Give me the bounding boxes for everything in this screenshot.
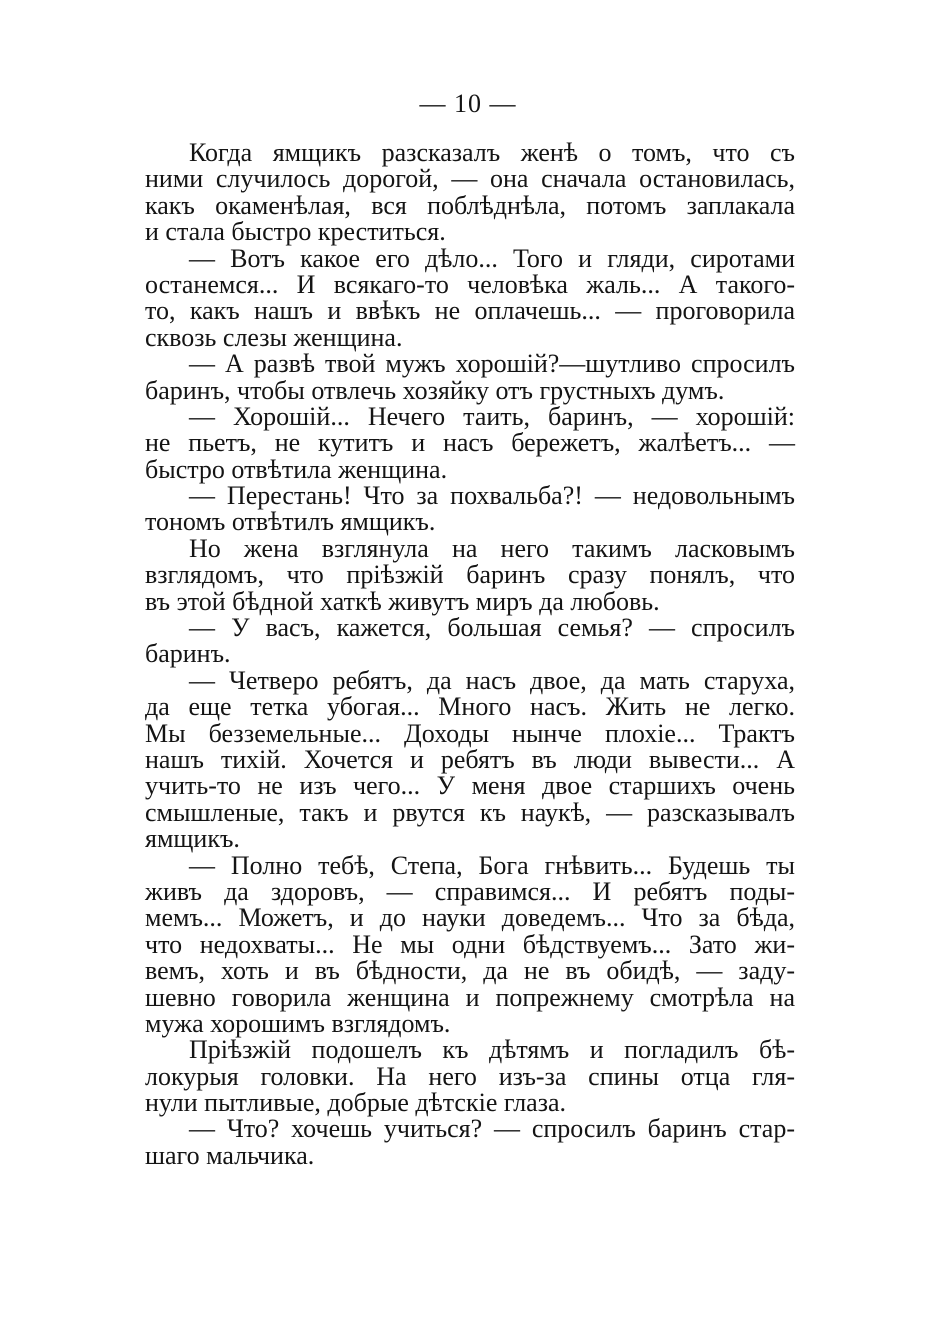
text-line: — Хорошій... Нечего таить, баринъ, — хорошій:	[189, 401, 795, 431]
text-line: Но жена взглянула на него такимъ ласковымъ	[189, 533, 795, 563]
text-line: баринъ, чтобы отвлечь хозяйку отъ грустныхъ думъ.	[145, 375, 725, 405]
text-line: — Четверо ребятъ, да насъ двое, да мать старуха,	[189, 665, 795, 695]
text-line: — У васъ, кажется, большая семья? — спросилъ	[189, 613, 795, 643]
text-line: что недохваты... Не мы одни бѣдствуемъ... Зато жи-	[145, 929, 795, 959]
text-line: то, какъ нашъ и ввѣкъ не оплачешь... — проговорила	[145, 296, 795, 326]
paragraph	[145, 243, 795, 352]
text-line: тономъ отвѣтилъ ямщикъ.	[145, 507, 436, 537]
paragraph	[145, 533, 795, 616]
text-line: Когда ямщикъ разсказалъ женѣ о томъ, что съ	[189, 138, 795, 167]
text-line: ямщикъ.	[145, 824, 240, 854]
text-line: какъ окаменѣлая, вся поблѣднѣла, потомъ заплакала	[145, 190, 795, 220]
text-line: и стала быстро креститься.	[145, 217, 446, 247]
text-line: Пріѣзжій подошелъ къ дѣтямъ и погладилъ бѣ-	[189, 1035, 795, 1065]
paragraph	[145, 1116, 795, 1169]
text-line: смышленые, такъ и рвутся къ наукѣ, — разсказывалъ	[145, 797, 795, 827]
text-line: не пьетъ, не кутитъ и насъ бережетъ, жалѣетъ... —	[145, 428, 795, 458]
text-line: — Что? хочешь учиться? — спросилъ баринъ стар-	[189, 1114, 795, 1144]
paragraph	[145, 665, 795, 854]
text-line: нули пытливые, добрые дѣтскіе глаза.	[145, 1088, 567, 1118]
text-line: нашъ тихій. Хочется и ребятъ въ люди вывести... А	[145, 744, 795, 774]
text-line: — Полно тебѣ, Степа, Бога гнѣвить... Будешь ты	[189, 850, 795, 880]
paragraph	[145, 351, 795, 404]
page-number: — 10 —	[419, 89, 517, 118]
text-line: мемъ... Можетъ, и до науки доведемъ... Что за бѣда,	[145, 903, 795, 933]
text-line: — А развѣ твой мужъ хорошій?—шутливо спросилъ	[189, 349, 795, 379]
text-line: живъ да здоровъ, — справимся... И ребятъ поды-	[145, 876, 795, 906]
text-line: учить-то не изъ чего... У меня двое старшихъ очень	[145, 771, 795, 801]
body-text	[145, 140, 795, 1169]
paragraph	[145, 850, 795, 1038]
text-line: быстро отвѣтила женщина.	[145, 454, 448, 484]
paragraph	[145, 483, 795, 536]
text-line: Мы безземельные... Доходы нынче плохіе... Трактъ	[145, 718, 795, 748]
text-line: шевно говорила женщина и попрежнему смотрѣла на	[145, 982, 795, 1012]
paragraph	[145, 615, 795, 668]
text-line: мужа хорошимъ взглядомъ.	[145, 1008, 451, 1038]
text-line: — Перестань! Что за похвальба?! — недовольнымъ	[189, 481, 795, 511]
text-line: ними случилось дорогой, — она сначала остановилась,	[145, 164, 795, 194]
paragraph	[145, 1037, 795, 1116]
text-line: взглядомъ, что пріѣзжій баринъ сразу понялъ, что	[145, 560, 795, 590]
text-line: вемъ, хоть и въ бѣдности, да не въ обидѣ, — заду-	[145, 956, 795, 986]
text-line: да еще тетка убогая... Много насъ. Жить не легко.	[145, 692, 795, 722]
text-line: сквозь слезы женщина.	[145, 322, 403, 352]
text-line: локурыя головки. На него изъ-за спины отца гля-	[145, 1061, 795, 1091]
text-line: въ этой бѣдной хаткѣ живутъ миръ да любовь.	[145, 586, 660, 616]
text-line: — Вотъ какое его дѣло... Того и гляди, сиротами	[189, 243, 795, 273]
text-line: баринъ.	[145, 639, 231, 669]
text-line: останемся... И всякаго-то человѣка жаль... А такого-	[145, 269, 795, 299]
paragraph	[145, 140, 795, 246]
paragraph	[145, 401, 795, 484]
text-line: шаго мальчика.	[145, 1140, 315, 1170]
